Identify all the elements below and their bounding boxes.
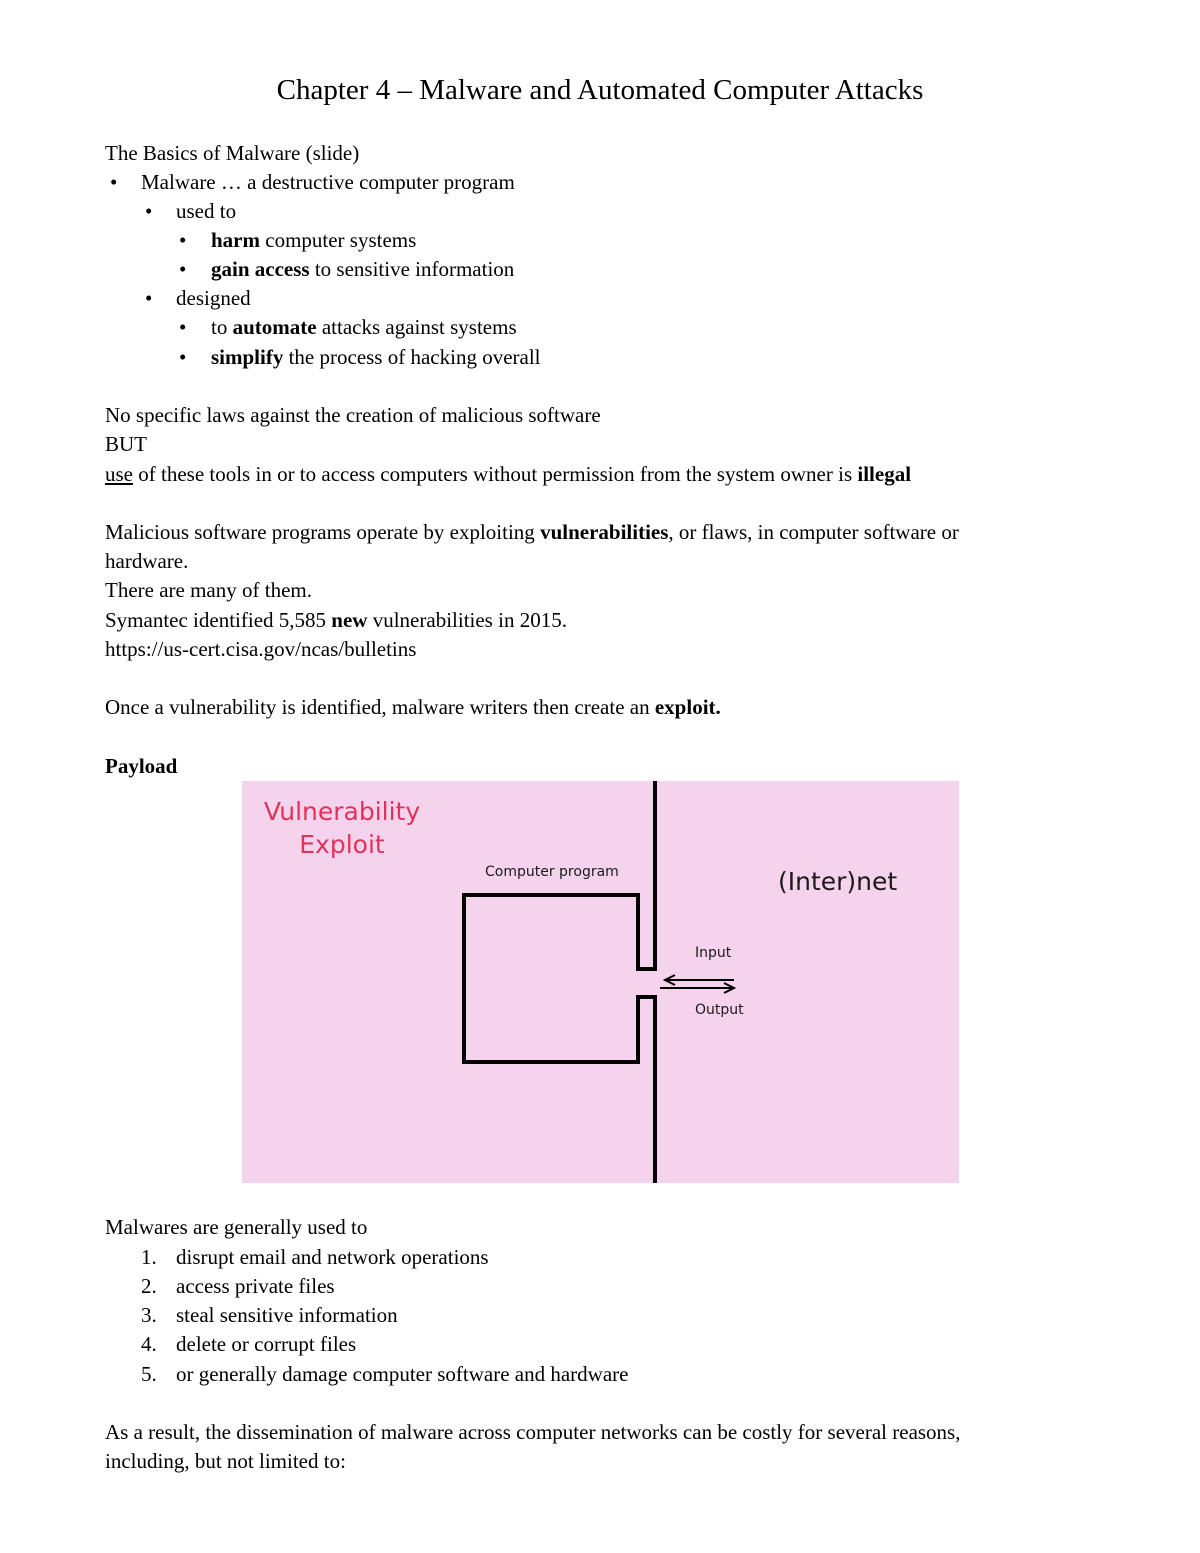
paragraph-vuln-line1 — [105, 518, 959, 547]
paragraph-text: of these tools in or to access computers without permission from the system owner is — [133, 462, 858, 486]
bullet-icon: • — [179, 315, 187, 339]
bold-term: simplify — [211, 345, 284, 369]
bulletins-link[interactable]: https://us-cert.cisa.gov/ncas/bulletins — [105, 637, 417, 661]
item-text: computer systems — [260, 228, 417, 252]
section-heading-payload — [105, 752, 177, 781]
numbered-list-number: 1. — [141, 1245, 157, 1269]
paragraph-uses-heading: Malwares are generally used to — [105, 1215, 368, 1239]
paragraph-text: Malicious software programs operate by exploiting — [105, 520, 541, 544]
underlined-term: use — [105, 462, 133, 486]
heading-text: Payload — [105, 754, 178, 778]
paragraph-vuln-line2: hardware. — [105, 549, 189, 573]
paragraph-laws-line2: BUT — [105, 432, 147, 456]
bold-term: vulnerabilities — [540, 520, 669, 544]
bullet-icon: • — [110, 170, 118, 194]
diagram-title-line1: Vulnerability — [263, 797, 421, 826]
paragraph-laws-line3 — [105, 460, 911, 489]
bullet-icon: • — [179, 345, 187, 369]
section-heading-basics: The Basics of Malware (slide) — [105, 141, 360, 165]
input-label: Input — [695, 945, 732, 961]
numbered-list-number: 4. — [141, 1332, 157, 1356]
list-item-harm — [211, 226, 416, 255]
bold-term: automate — [232, 315, 317, 339]
item-text: the process of hacking overall — [283, 345, 541, 369]
list-item-used-to: used to — [176, 199, 237, 223]
paragraph-text: Once a vulnerability is identified, malware writers then create an — [105, 695, 655, 719]
paragraph-result-line1: As a result, the dissemination of malware across computer networks can be costly for several reasons, — [105, 1420, 961, 1444]
bold-term: new — [331, 608, 368, 632]
paragraph-laws-line1: No specific laws against the creation of malicious software — [105, 403, 601, 427]
bold-term: harm — [211, 228, 260, 252]
bullet-icon: • — [145, 286, 153, 310]
paragraph-text: vulnerabilities in 2015. — [367, 608, 567, 632]
bold-term: illegal — [857, 462, 912, 486]
list-item-malware: Malware … a destructive computer program — [141, 170, 515, 194]
paragraph-text: , or flaws, in computer software or — [668, 520, 959, 544]
vulnerability-exploit-diagram — [242, 781, 959, 1183]
paragraph-vuln-line4 — [105, 606, 567, 635]
paragraph-text: Symantec identified 5,585 — [105, 608, 332, 632]
numbered-list-item: or generally damage computer software and hardware — [176, 1362, 629, 1386]
numbered-list-item: access private files — [176, 1274, 335, 1298]
bullet-icon: • — [179, 228, 187, 252]
page-title: Chapter 4 – Malware and Automated Computer Attacks — [276, 74, 924, 106]
bullet-icon: • — [179, 257, 187, 281]
internet-label: (Inter)net — [778, 867, 898, 896]
list-item-gain-access — [211, 255, 514, 284]
numbered-list-item: delete or corrupt files — [176, 1332, 357, 1356]
numbered-list-item: disrupt email and network operations — [176, 1245, 489, 1269]
item-text: to sensitive information — [309, 257, 515, 281]
item-text: to — [211, 315, 233, 339]
diagram-title — [242, 795, 442, 861]
computer-program-box — [464, 895, 655, 1062]
numbered-list-item: steal sensitive information — [176, 1303, 398, 1327]
bold-term: gain access — [211, 257, 310, 281]
item-text: attacks against systems — [316, 315, 517, 339]
output-label: Output — [695, 1002, 744, 1018]
paragraph-exploit — [105, 693, 721, 722]
diagram-title-line2: Exploit — [299, 830, 385, 859]
computer-program-label: Computer program — [485, 864, 619, 880]
paragraph-vuln-line3: There are many of them. — [105, 578, 312, 602]
list-item-designed: designed — [176, 286, 251, 310]
numbered-list-number: 2. — [141, 1274, 157, 1298]
numbered-list-number: 5. — [141, 1362, 157, 1386]
numbered-list-number: 3. — [141, 1303, 157, 1327]
list-item-simplify — [211, 343, 541, 372]
paragraph-result-line2: including, but not limited to: — [105, 1449, 346, 1473]
list-item-automate — [211, 313, 517, 342]
bullet-icon: • — [145, 199, 153, 223]
bold-term: exploit. — [654, 695, 721, 719]
